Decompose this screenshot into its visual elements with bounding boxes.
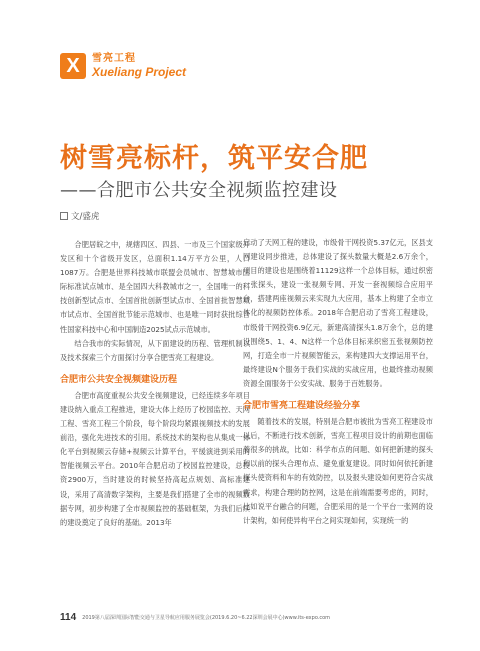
paragraph: 随着技术的发展，特别是合肥市被批为雪亮工程建设市以后，不断进行技术创新，雪亮工程项目设计的前期也面临着很多的挑战，比如：科学布点的问题、如何把新建的探头和以前的探头合理布点、避免重复建设。同时如何依托新建探头使资料和车的有效防控，以及报头建设如何更符合实战需求，构建合理的防控网，这是在前端需要考虑的，同时，比如说平台融合的问题，合肥采用的是一个平台一张网的设计架构，如何使异构平台之间实现如何，实现统一的 bbox=[243, 417, 433, 525]
x-logo-icon: X bbox=[60, 53, 86, 79]
paragraph: 结合我市的实际情况，从下面建设的历程、管理机制以及技术探索三个方面探讨分享合肥雪亮工程建设。 bbox=[60, 338, 250, 362]
paragraph: 合肥市高度重视公共安全视频建设，已经连续多年项目建设纳入重点工程推进，建设大体上经历了校园监控、天网工程、雪亮工程三个阶段，每个阶段均紧跟视频技术的发展前沿，强化先进技术的引用。系统技术的架构也从集成一体化平台到视频云存储+视频云计算平台，平缓演进到采用的智能视频云平台。2010年合肥启动了校园监控建设，总投资2900万，当时建设的时候坚持高起点规划、高标准建设，采用了高清数字架构，主要是我们搭建了全市的视频数据专网，初步构建了全市视频监控的基础框架，为我们后续的建设奠定了良好的基础。2013年 bbox=[60, 390, 250, 527]
article-subtitle: ——合肥市公共安全视频监控建设 bbox=[60, 180, 338, 201]
page-footer bbox=[60, 612, 440, 623]
column-brand bbox=[60, 52, 186, 80]
author-line bbox=[60, 210, 99, 222]
square-icon bbox=[60, 212, 68, 220]
page-number: 114 bbox=[60, 612, 77, 623]
paragraph: 合肥居皖之中，规辖四区、四县、一市及三个国家级开发区和十个省级开发区，总面积1.14万平方公里，人口1087万。合肥是世界科技城市联盟会员城市、智慧城市国际标准试点城市、是全国四大科教城市之一，全国唯一的科技创新型试点市、全国首批创新型试点市、全国首批智慧城市试点市、全国首批节能示范城市、也是唯一同时获批综合性国家科技中心和中国制造2025试点示范城市。 bbox=[60, 240, 250, 334]
brand-name-cn: 雪亮工程 bbox=[92, 53, 136, 64]
right-column bbox=[243, 236, 433, 528]
section-heading: 合肥市公共安全视频建设历程 bbox=[60, 374, 178, 385]
section-heading: 合肥市雪亮工程建设经验分享 bbox=[243, 401, 361, 412]
brand-name-en: Xueliang Project bbox=[92, 65, 187, 79]
author-name: 文/盛虎 bbox=[71, 212, 100, 222]
footer-text: 2019第八届深圳国际智能交通与卫星导航应用服务展览会(2019.6.20~6.22深圳会展中心)www.its-expo.com bbox=[82, 615, 331, 621]
paragraph: 启动了天网工程的建设，市级骨干网投资5.37亿元，区县支网建设同步推进，总体建设了探头数量大概是2.6万余个，项目的建设也是围绕着11129这样一个总体目标，通过织密一张探头，建设一张视频专网、开发一套视频综合应用平台，搭建两座视频云来实现九大应用，基本上构建了全市立体化的视频防控体系。2018年合肥启动了雪亮工程建设，市级骨干网投资6.9亿元，新建高清探头1.8万余个，总的建设围绕5、1、4、N这样一个总体目标来织密五张视频防控网，打造全市一片视频智能云，来构建四大支撑运用平台，最终建设N个服务于我们实战的实战应用，也最终推动视频资源全面服务于公安实战、服务于百姓服务。 bbox=[243, 238, 433, 388]
left-column bbox=[60, 238, 250, 530]
article-title: 树雪亮标杆，筑平安合肥 bbox=[60, 143, 368, 174]
brand-text bbox=[92, 54, 186, 78]
